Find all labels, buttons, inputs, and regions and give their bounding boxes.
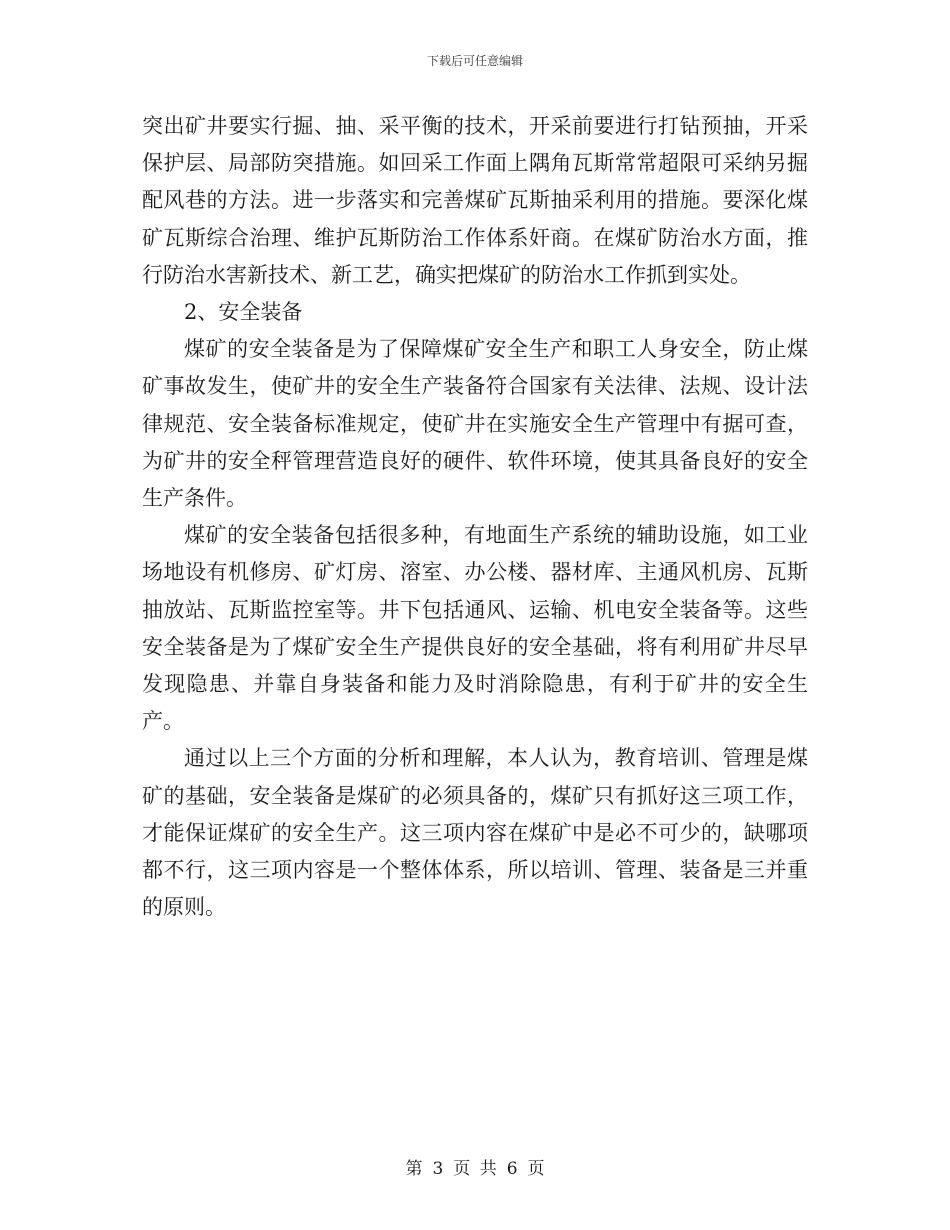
- paragraph-continuation: 突出矿井要实行掘、抽、采平衡的技术，开采前要进行打钻预抽，开采保护层、局部防突措施。如回采工作面上隅角瓦斯常常超限可采纳另掘配风巷的方法。进一步落实和完善煤矿瓦斯抽采利用的措施。要深化煤矿瓦斯综合治理、维护瓦斯防治工作体系奸商。在煤矿防治水方面，推行防治水害新技术、新工艺，确实把煤矿的防治水工作抓到实处。: [142, 114, 808, 287]
- paragraph: 煤矿的安全装备包括很多种，有地面生产系统的辅助设施，如工业场地设有机修房、矿灯房、溶室、办公楼、器材库、主通风机房、瓦斯抽放站、瓦斯监控室等。井下包括通风、运输、机电安全装备等。这些安全装备是为了煤矿安全生产提供良好的安全基础，将有利用矿井尽早发现隐患、并靠自身装备和能力及时消除隐患，有利于矿井的安全生产。: [142, 523, 808, 734]
- footer-suffix: 页: [527, 1159, 545, 1179]
- current-page-number: 3: [432, 1159, 444, 1179]
- paragraph: 煤矿的安全装备是为了保障煤矿安全生产和职工人身安全，防止煤矿事故发生，使矿井的安全生产装备符合国家有关法律、法规、设计法律规范、安全装备标准规定，使矿井在实施安全生产管理中有据可查，为矿井的安全秤管理营造良好的硬件、软件环境，使其具备良好的安全生产条件。: [142, 337, 808, 511]
- footer-prefix: 第: [405, 1159, 423, 1179]
- footer-middle: 页 共: [453, 1159, 497, 1179]
- document-body: [142, 108, 808, 926]
- paragraph: 通过以上三个方面的分析和理解，本人认为，教育培训、管理是煤矿的基础，安全装备是煤矿的必须具备的，煤矿只有抓好这三项工作，才能保证煤矿的安全生产。这三项内容在煤矿中是必不可少的，缺哪项都不行，这三项内容是一个整体体系，所以培训、管理、装备是三并重的原则。: [142, 746, 808, 920]
- page-footer: [0, 1154, 950, 1179]
- total-page-count: 6: [506, 1159, 518, 1179]
- section-heading: 2、安全装备: [184, 300, 303, 325]
- page-header: 下载后可任意编辑: [426, 54, 523, 68]
